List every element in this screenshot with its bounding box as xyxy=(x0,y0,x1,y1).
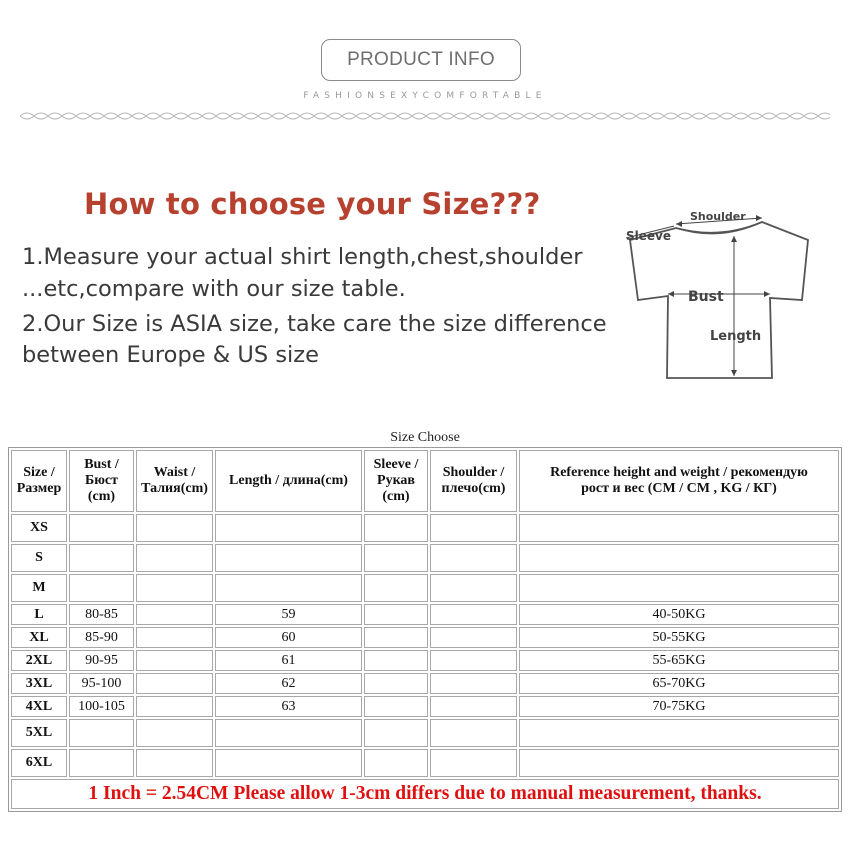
cell-shoulder xyxy=(430,544,517,572)
table-row xyxy=(11,627,839,648)
cell-reference xyxy=(519,574,839,602)
brand-tagline: FASHIONSEXYCOMFORTABLE xyxy=(303,91,547,101)
cell-size: 2XL xyxy=(11,650,67,671)
cell-waist xyxy=(136,544,213,572)
cell-length xyxy=(215,574,362,602)
cell-length: 59 xyxy=(215,604,362,625)
header-size: Size / Размер xyxy=(11,450,67,512)
cell-bust xyxy=(69,544,134,572)
cell-waist xyxy=(136,673,213,694)
size-chart-table xyxy=(8,447,842,812)
shoulder-label: Shoulder xyxy=(690,210,746,223)
header-length: Length / длина(cm) xyxy=(215,450,362,512)
cell-waist xyxy=(136,719,213,747)
cell-bust xyxy=(69,749,134,777)
cell-length xyxy=(215,719,362,747)
cell-reference: 40-50KG xyxy=(519,604,839,625)
cell-reference xyxy=(519,749,839,777)
cell-length: 61 xyxy=(215,650,362,671)
cell-waist xyxy=(136,627,213,648)
table-row xyxy=(11,650,839,671)
header-waist: Waist / Талия(cm) xyxy=(136,450,213,512)
cell-sleeve xyxy=(364,627,428,648)
table-row xyxy=(11,719,839,747)
guide-line-1: 1.Measure your actual shirt length,chest,shoulder xyxy=(22,244,583,270)
header-bust: Bust / Бюст (cm) xyxy=(69,450,134,512)
cell-length: 62 xyxy=(215,673,362,694)
table-row xyxy=(11,544,839,572)
cell-shoulder xyxy=(430,673,517,694)
cell-length xyxy=(215,544,362,572)
guide-line-2: ...etc,compare with our size table. xyxy=(22,276,406,302)
table-row xyxy=(11,673,839,694)
table-row xyxy=(11,604,839,625)
cell-size: 6XL xyxy=(11,749,67,777)
cell-waist xyxy=(136,650,213,671)
cell-size: XS xyxy=(11,514,67,542)
cell-shoulder xyxy=(430,719,517,747)
cell-length xyxy=(215,749,362,777)
sleeve-label: Sleeve xyxy=(626,229,671,243)
measurement-note: 1 Inch = 2.54CM Please allow 1-3cm differs due to manual measurement, thanks. xyxy=(11,779,839,809)
table-row xyxy=(11,574,839,602)
cell-reference xyxy=(519,514,839,542)
cell-reference: 50-55KG xyxy=(519,627,839,648)
cell-shoulder xyxy=(430,574,517,602)
cell-sleeve xyxy=(364,719,428,747)
cell-waist xyxy=(136,696,213,717)
tshirt-measurement-diagram xyxy=(620,200,820,385)
cell-size: 3XL xyxy=(11,673,67,694)
cell-sleeve xyxy=(364,696,428,717)
guide-line-3: 2.Our Size is ASIA size, take care the size difference xyxy=(22,311,607,337)
table-row xyxy=(11,696,839,717)
cell-size: XL xyxy=(11,627,67,648)
table-row xyxy=(11,514,839,542)
cell-reference: 55-65KG xyxy=(519,650,839,671)
table-header-row xyxy=(11,450,839,512)
cell-sleeve xyxy=(364,574,428,602)
cell-reference xyxy=(519,544,839,572)
header-reference: Reference height and weight / рекомендую рост и вес (CM / CM , KG / КГ) xyxy=(519,450,839,512)
length-label: Length xyxy=(710,329,762,344)
cell-length: 63 xyxy=(215,696,362,717)
cell-waist xyxy=(136,514,213,542)
cell-size: S xyxy=(11,544,67,572)
product-info-title: PRODUCT INFO xyxy=(321,39,521,81)
cell-size: 5XL xyxy=(11,719,67,747)
cell-bust xyxy=(69,514,134,542)
cell-sleeve xyxy=(364,604,428,625)
cell-shoulder xyxy=(430,627,517,648)
table-caption: Size Choose xyxy=(390,430,460,445)
cell-bust xyxy=(69,719,134,747)
cell-shoulder xyxy=(430,514,517,542)
cell-length xyxy=(215,514,362,542)
cell-shoulder xyxy=(430,696,517,717)
header-sleeve: Sleeve / Рукав (cm) xyxy=(364,450,428,512)
guide-line-4: between Europe & US size xyxy=(22,342,319,368)
cell-bust: 85-90 xyxy=(69,627,134,648)
cell-bust: 90-95 xyxy=(69,650,134,671)
cell-size: L xyxy=(11,604,67,625)
cell-sleeve xyxy=(364,673,428,694)
cell-shoulder xyxy=(430,749,517,777)
cell-waist xyxy=(136,604,213,625)
cell-sleeve xyxy=(364,650,428,671)
header-shoulder: Shoulder / плечо(cm) xyxy=(430,450,517,512)
cell-bust xyxy=(69,574,134,602)
guide-title: How to choose your Size??? xyxy=(84,187,541,221)
cell-size: 4XL xyxy=(11,696,67,717)
cell-length: 60 xyxy=(215,627,362,648)
cell-bust: 95-100 xyxy=(69,673,134,694)
cell-waist xyxy=(136,574,213,602)
cell-shoulder xyxy=(430,650,517,671)
cell-sleeve xyxy=(364,544,428,572)
cell-shoulder xyxy=(430,604,517,625)
cell-sleeve xyxy=(364,514,428,542)
cell-reference: 70-75KG xyxy=(519,696,839,717)
decorative-wave-divider xyxy=(20,109,830,123)
table-row xyxy=(11,749,839,777)
bust-label: Bust xyxy=(688,289,724,305)
cell-bust: 100-105 xyxy=(69,696,134,717)
cell-size: M xyxy=(11,574,67,602)
cell-bust: 80-85 xyxy=(69,604,134,625)
cell-reference xyxy=(519,719,839,747)
cell-waist xyxy=(136,749,213,777)
cell-sleeve xyxy=(364,749,428,777)
cell-reference: 65-70KG xyxy=(519,673,839,694)
